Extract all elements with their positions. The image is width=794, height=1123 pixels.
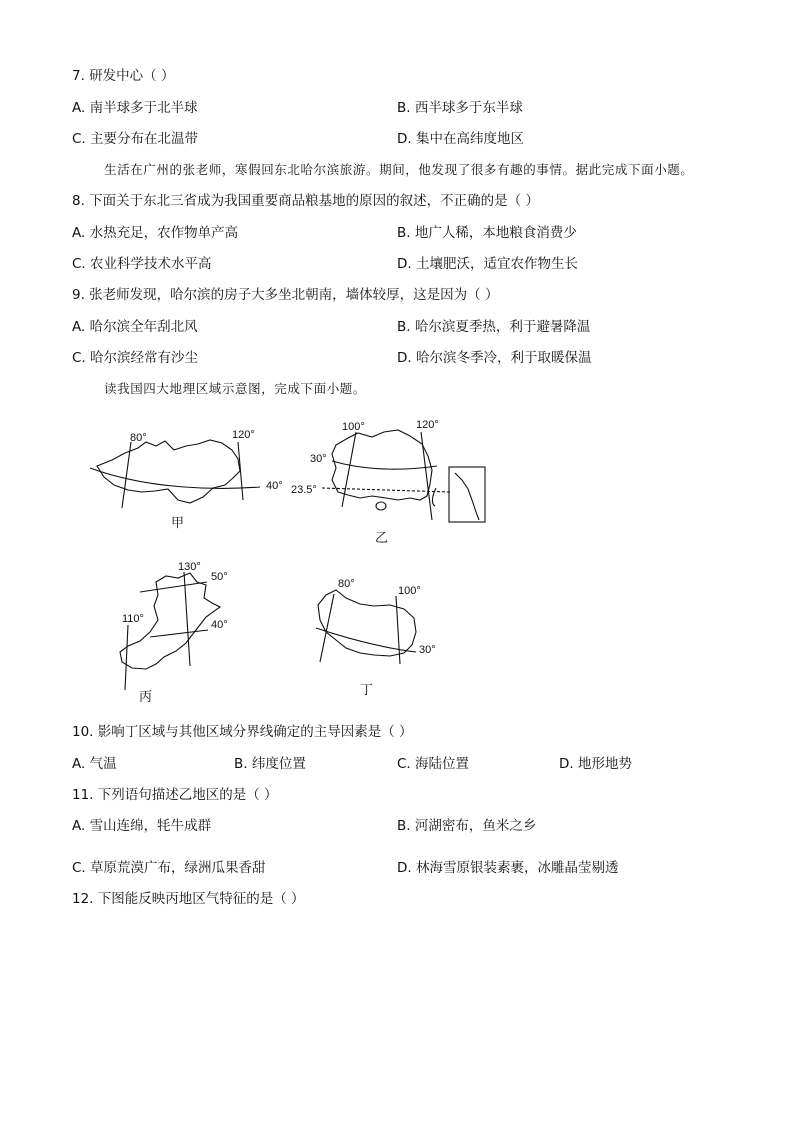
q7-option-d: D. 集中在高纬度地区 [397, 131, 524, 147]
q9-stem: 9. 张老师发现，哈尔滨的房子大多坐北朝南，墙体较厚，这是因为（ ） [72, 287, 499, 303]
map-ding-label-lon1: 80° [338, 578, 355, 590]
map-jia [90, 440, 260, 508]
map-yi-name: 乙 [375, 531, 389, 546]
map-yi-label-lon2: 120° [416, 419, 439, 431]
q7-option-c: C. 主要分布在北温带 [72, 131, 199, 147]
map-bing-name: 丙 [139, 690, 153, 705]
map-yi-label-lat2: 23.5° [291, 484, 317, 496]
map-yi-inset-coast [455, 473, 479, 520]
map-jia-name: 甲 [171, 516, 185, 531]
q8-option-b: B. 地广人稀，本地粮食消费少 [397, 225, 577, 241]
map-ding-meridian-80 [320, 594, 334, 662]
map-jia-meridian-120 [238, 442, 243, 500]
map-bing-meridian-110 [125, 625, 128, 690]
reading-intro-1: 生活在广州的张老师，寒假回东北哈尔滨旅游。期间，他发现了很多有趣的事情。据此完成下面小题。 [104, 162, 694, 177]
map-bing-label-lat2: 40° [211, 619, 228, 631]
q10-option-c: C. 海陆位置 [397, 756, 470, 772]
q11-option-a: A. 雪山连绵，牦牛成群 [72, 818, 212, 834]
map-bing-label-lon1: 130° [178, 561, 201, 573]
map-ding-label-lat: 30° [419, 644, 436, 656]
q11-option-d: D. 林海雪原银装素裹，冰雕晶莹剔透 [397, 860, 619, 876]
q11-option-b: B. 河湖密布，鱼米之乡 [397, 818, 537, 834]
q10-option-a: A. 气温 [72, 756, 117, 772]
map-yi [322, 430, 485, 522]
map-bing-parallel-40 [150, 630, 208, 637]
q8-stem: 8. 下面关于东北三省成为我国重要商品粮基地的原因的叙述，不正确的是（ ） [72, 193, 539, 209]
map-yi-parallel-30 [332, 461, 437, 469]
q7-stem: 7. 研发中心（ ） [72, 68, 175, 84]
map-jia-label-lat: 40° [266, 480, 283, 492]
map-ding-label-lon2: 100° [398, 585, 421, 597]
map-yi-label-lat1: 30° [310, 453, 327, 465]
q8-option-d: D. 土壤肥沃，适宜农作物生长 [397, 256, 578, 272]
map-yi-hainan-island [376, 502, 386, 510]
q9-option-b: B. 哈尔滨夏季热，利于避暑降温 [397, 319, 591, 335]
map-bing-label-lat1: 50° [211, 571, 228, 583]
map-yi-inset-box [449, 467, 485, 522]
map-bing-meridian-130 [184, 572, 190, 666]
map-jia-label-lon1: 80° [130, 432, 147, 444]
map-yi-taiwan [432, 488, 436, 506]
map-yi-tropic-23-5 [322, 488, 450, 492]
q9-option-d: D. 哈尔滨冬季冷，利于取暖保温 [397, 350, 592, 366]
map-ding-name: 丁 [360, 683, 374, 698]
q10-option-b: B. 纬度位置 [234, 756, 306, 772]
q7-option-b: B. 西半球多于东半球 [397, 100, 523, 116]
map-yi-meridian-120 [421, 432, 432, 520]
map-bing-label-lon2: 110° [122, 613, 144, 625]
q7-option-a: A. 南半球多于北半球 [72, 100, 198, 116]
map-jia-outline [97, 440, 240, 503]
map-yi-label-lon1: 100° [342, 421, 365, 433]
q10-stem: 10. 影响丁区域与其他区域分界线确定的主导因素是（ ） [72, 724, 413, 740]
q12-stem: 12. 下图能反映丙地区气特征的是（ ） [72, 891, 305, 907]
map-bing [120, 572, 220, 690]
q8-option-a: A. 水热充足，农作物单产高 [72, 225, 239, 241]
map-bing-parallel-50 [140, 582, 207, 592]
q8-option-c: C. 农业科学技术水平高 [72, 256, 212, 272]
q9-option-a: A. 哈尔滨全年刮北风 [72, 319, 198, 335]
q9-option-c: C. 哈尔滨经常有沙尘 [72, 350, 199, 366]
reading-intro-2: 读我国四大地理区域示意图，完成下面小题。 [104, 381, 367, 396]
q11-stem: 11. 下列语句描述乙地区的是（ ） [72, 787, 278, 803]
q11-option-c: C. 草原荒漠广布，绿洲瓜果香甜 [72, 860, 266, 876]
map-ding [316, 590, 416, 664]
map-ding-parallel-30 [316, 628, 416, 652]
q10-option-d: D. 地形地势 [559, 756, 632, 772]
map-jia-label-lon2: 120° [232, 429, 255, 441]
